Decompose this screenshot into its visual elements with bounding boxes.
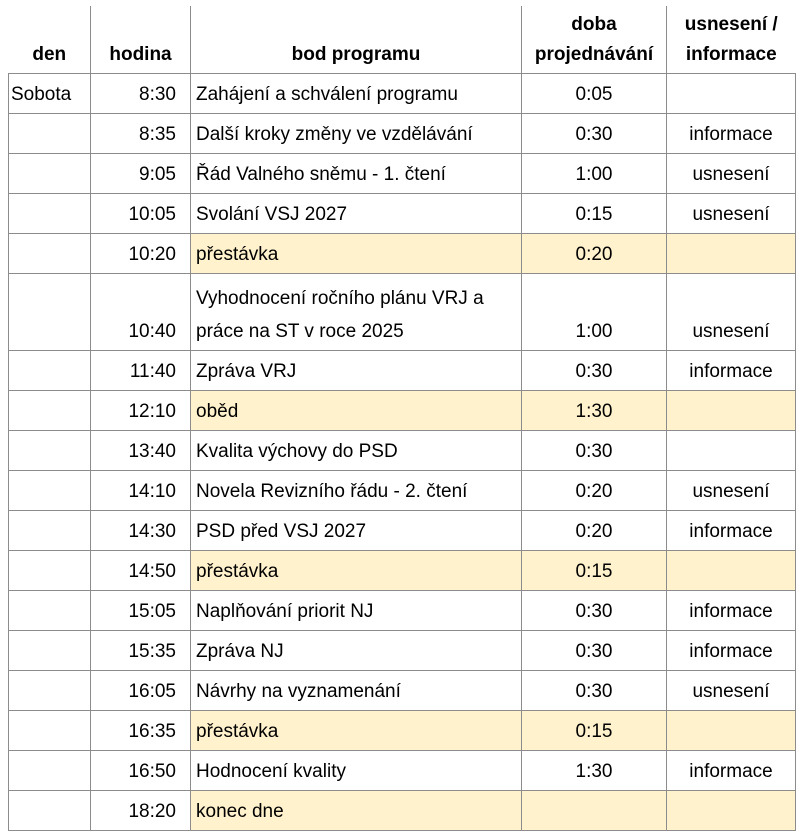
table-row-break (9, 711, 796, 751)
cell-den (9, 551, 91, 591)
header-doba-line2: projednávání (534, 44, 654, 65)
header-doba-line1: doba (571, 14, 617, 35)
cell-den (9, 351, 91, 391)
cell-doba: 0:30 (522, 114, 667, 154)
cell-bod: Hodnocení kvality (191, 751, 522, 791)
cell-typ: informace (667, 351, 796, 391)
agenda-table (8, 6, 796, 831)
cell-den (9, 114, 91, 154)
cell-typ (667, 711, 796, 751)
cell-doba: 0:30 (522, 591, 667, 631)
cell-typ: informace (667, 511, 796, 551)
table-row (9, 351, 796, 391)
cell-typ (667, 791, 796, 831)
cell-hodina: 16:05 (91, 671, 191, 711)
cell-den: Sobota (9, 74, 91, 114)
table-row (9, 274, 796, 351)
cell-bod: Další kroky změny ve vzdělávání (191, 114, 522, 154)
cell-hodina: 16:35 (91, 711, 191, 751)
cell-hodina: 10:20 (91, 234, 191, 274)
cell-doba: 0:05 (522, 74, 667, 114)
cell-bod: Zpráva NJ (191, 631, 522, 671)
cell-bod: Řád Valného sněmu - 1. čtení (191, 154, 522, 194)
cell-bod: Návrhy na vyznamenání (191, 671, 522, 711)
cell-doba: 0:20 (522, 471, 667, 511)
cell-hodina: 12:10 (91, 391, 191, 431)
cell-doba (522, 791, 667, 831)
cell-typ: usnesení (667, 194, 796, 234)
cell-hodina: 9:05 (91, 154, 191, 194)
cell-bod: Naplňování priorit NJ (191, 591, 522, 631)
table-row (9, 114, 796, 154)
cell-typ (667, 431, 796, 471)
cell-bod: konec dne (191, 791, 522, 831)
cell-den (9, 471, 91, 511)
cell-doba: 0:15 (522, 194, 667, 234)
table-row (9, 154, 796, 194)
cell-bod: oběd (191, 391, 522, 431)
cell-typ: informace (667, 591, 796, 631)
cell-den (9, 671, 91, 711)
cell-bod: přestávka (191, 711, 522, 751)
cell-hodina: 13:40 (91, 431, 191, 471)
table-row-break (9, 551, 796, 591)
header-den: den (9, 6, 91, 74)
cell-bod: Svolání VSJ 2027 (191, 194, 522, 234)
header-usneseni-informace (667, 6, 796, 74)
table-body (9, 74, 796, 831)
cell-hodina: 14:10 (91, 471, 191, 511)
cell-den (9, 791, 91, 831)
cell-hodina: 18:20 (91, 791, 191, 831)
cell-den (9, 194, 91, 234)
cell-hodina: 14:30 (91, 511, 191, 551)
cell-typ (667, 234, 796, 274)
cell-typ (667, 551, 796, 591)
cell-hodina: 8:30 (91, 74, 191, 114)
header-hodina: hodina (91, 6, 191, 74)
cell-den (9, 274, 91, 351)
cell-typ: informace (667, 114, 796, 154)
cell-bod: Novela Revizního řádu - 2. čtení (191, 471, 522, 511)
cell-doba: 0:30 (522, 671, 667, 711)
cell-doba: 0:30 (522, 351, 667, 391)
table-header (9, 6, 796, 74)
table-row-break (9, 234, 796, 274)
table-row-break (9, 791, 796, 831)
cell-doba: 0:20 (522, 234, 667, 274)
table-row (9, 471, 796, 511)
cell-den (9, 591, 91, 631)
cell-typ: usnesení (667, 154, 796, 194)
cell-typ (667, 391, 796, 431)
cell-hodina: 16:50 (91, 751, 191, 791)
cell-den (9, 631, 91, 671)
cell-den (9, 154, 91, 194)
cell-doba: 1:00 (522, 274, 667, 351)
table-row (9, 74, 796, 114)
cell-doba: 1:30 (522, 391, 667, 431)
cell-hodina: 14:50 (91, 551, 191, 591)
cell-hodina: 15:35 (91, 631, 191, 671)
cell-doba: 0:15 (522, 551, 667, 591)
cell-bod: PSD před VSJ 2027 (191, 511, 522, 551)
cell-typ: usnesení (667, 471, 796, 511)
cell-den (9, 391, 91, 431)
cell-bod: přestávka (191, 551, 522, 591)
cell-doba: 0:30 (522, 431, 667, 471)
cell-den (9, 511, 91, 551)
header-row (9, 6, 796, 74)
header-doba-projednavani (522, 6, 667, 74)
cell-bod: Vyhodnocení ročního plánu VRJ a práce na ST v roce 2025 (191, 274, 522, 351)
cell-den (9, 751, 91, 791)
cell-doba: 0:30 (522, 631, 667, 671)
table-row (9, 511, 796, 551)
cell-hodina: 15:05 (91, 591, 191, 631)
cell-den (9, 431, 91, 471)
header-usn-line2: informace (685, 44, 777, 65)
cell-hodina: 8:35 (91, 114, 191, 154)
table-row (9, 194, 796, 234)
cell-typ: usnesení (667, 671, 796, 711)
cell-hodina: 10:05 (91, 194, 191, 234)
table-row-break (9, 391, 796, 431)
cell-bod: Zahájení a schválení programu (191, 74, 522, 114)
header-usn-line1: usnesení / (684, 14, 778, 35)
cell-bod: Kvalita výchovy do PSD (191, 431, 522, 471)
cell-den (9, 711, 91, 751)
cell-hodina: 11:40 (91, 351, 191, 391)
cell-bod: přestávka (191, 234, 522, 274)
cell-typ: informace (667, 631, 796, 671)
cell-doba: 1:00 (522, 154, 667, 194)
table-row (9, 671, 796, 711)
cell-hodina: 10:40 (91, 274, 191, 351)
table-row (9, 431, 796, 471)
table-row (9, 591, 796, 631)
header-bod-programu: bod programu (191, 6, 522, 74)
cell-doba: 0:15 (522, 711, 667, 751)
cell-typ: informace (667, 751, 796, 791)
cell-den (9, 234, 91, 274)
cell-typ: usnesení (667, 274, 796, 351)
cell-doba: 1:30 (522, 751, 667, 791)
table-row (9, 631, 796, 671)
cell-bod: Zpráva VRJ (191, 351, 522, 391)
cell-typ (667, 74, 796, 114)
table-row (9, 751, 796, 791)
cell-doba: 0:20 (522, 511, 667, 551)
